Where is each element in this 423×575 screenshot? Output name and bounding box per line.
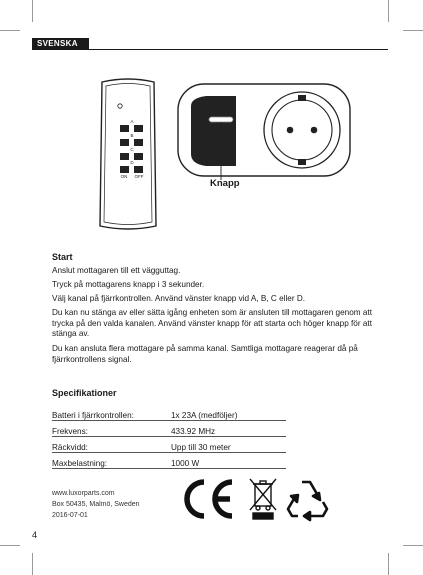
crop-mark [0,30,20,31]
table-row [52,453,286,469]
receiver-button-icon [209,117,233,122]
table-row [52,437,286,453]
start-line: Anslut mottagaren till ett vägguttag. [52,266,181,275]
crop-mark [32,553,33,575]
start-line: Välj kanal på fjärrkontrollen. Använd vänster knapp vid A, B, C eller D. [52,294,306,303]
crop-mark [32,0,33,22]
address: Box 50435, Malmö, Sweden [52,501,140,508]
language-tab: SVENSKA [32,38,89,50]
spec-value: Upp till 30 meter [171,437,286,453]
product-illustration [96,76,356,236]
weee-bin-icon [250,479,276,519]
spec-value: 1x 23A (medföljer) [171,405,286,421]
remote-label-b: B [130,133,134,138]
remote-label-d: D [130,160,134,165]
page-number: 4 [32,530,38,540]
remote-label-a: A [130,119,134,124]
start-line: Du kan nu stänga av eller sätta igång enheten som är ansluten till mottagaren genom att trycka på den valda kanalen. Använd vänster knapp för att starta och höger knapp för att stänga av. [52,308,372,338]
specs-table [52,405,286,469]
crop-mark [0,545,20,546]
spec-label: Räckvidd: [52,437,171,453]
receiver-plug-illustration [178,84,350,180]
spec-label: Maxbelastning: [52,453,171,469]
crop-mark [403,545,423,546]
remote-label-c: C [130,147,134,152]
start-heading: Start [52,252,73,262]
table-row [52,405,286,421]
spec-value: 433.92 MHz [171,421,286,437]
button-callout-label: Knapp [210,178,240,189]
remote-control-illustration [100,79,156,229]
recycle-icon [288,482,327,520]
footer-info [52,488,140,521]
ce-mark-icon [187,482,232,516]
specs-heading: Specifikationer [52,388,117,398]
table-row [52,421,286,437]
crop-mark [403,30,423,31]
website-link[interactable]: www.luxorparts.com [52,490,115,497]
crop-mark [388,0,389,22]
start-line: Tryck på mottagarens knapp i 3 sekunder. [52,280,205,289]
date: 2016-07-01 [52,512,88,519]
spec-label: Frekvens: [52,421,171,437]
spec-value: 1000 W [171,453,286,469]
spec-label: Batteri i fjärrkontrollen: [52,405,171,421]
compliance-marks [184,476,334,524]
crop-mark [388,553,389,575]
remote-label-on: ON [120,174,128,179]
remote-label-off: OFF [134,174,144,179]
header-rule [32,49,388,50]
start-line: Du kan ansluta flera mottagare på samma kanal. Samtliga mottagare reagerar då på fjärrkontrollens signal. [52,344,358,364]
